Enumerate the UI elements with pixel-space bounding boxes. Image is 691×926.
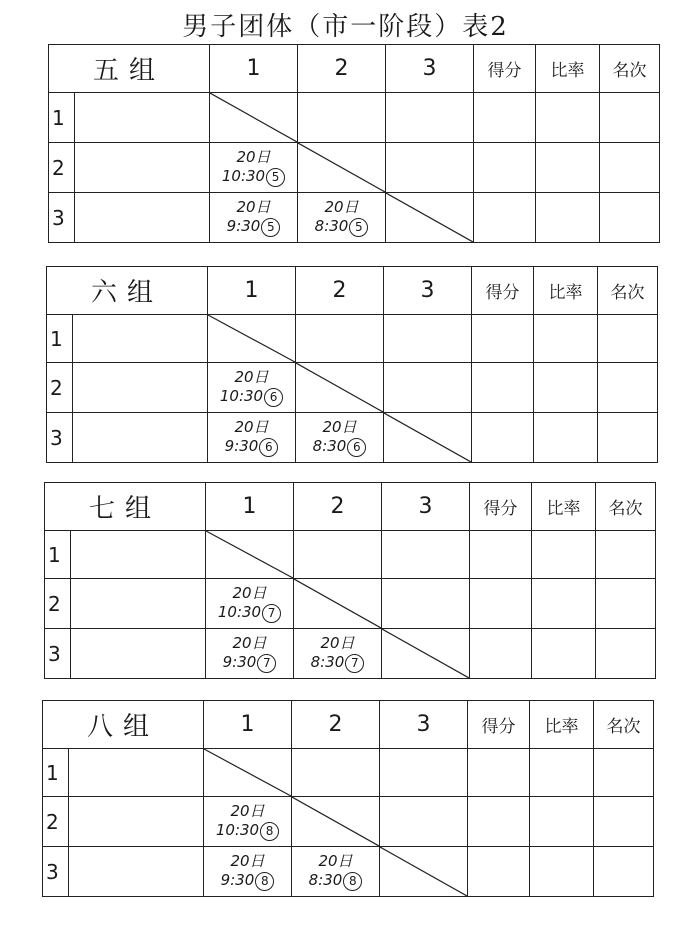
match-date: 20日 xyxy=(324,198,359,216)
match-cell[interactable] xyxy=(208,413,296,463)
row-number: 2 xyxy=(49,143,75,193)
diagonal-line xyxy=(208,315,295,362)
group-name: 七组 xyxy=(45,483,206,531)
stat-cell[interactable] xyxy=(594,847,654,897)
stat-cell[interactable] xyxy=(530,797,594,847)
match-cell[interactable] xyxy=(382,579,470,629)
stat-cell[interactable] xyxy=(594,749,654,797)
table-number-circle: 7 xyxy=(257,654,276,673)
stat-cell[interactable] xyxy=(594,797,654,847)
table-row xyxy=(47,315,658,363)
table-row xyxy=(49,93,660,143)
diagonal-line xyxy=(292,797,379,846)
match-time: 8:30 xyxy=(308,871,343,889)
table-row xyxy=(45,629,656,679)
diagonal-cell xyxy=(380,847,468,897)
match-schedule xyxy=(210,148,297,187)
diagonal-cell xyxy=(296,363,384,413)
match-cell[interactable] xyxy=(298,193,386,243)
diagonal-line xyxy=(296,363,383,412)
team-name-cell[interactable] xyxy=(75,193,210,243)
header-row xyxy=(43,701,654,749)
stat-cell[interactable] xyxy=(474,93,536,143)
group-table xyxy=(48,44,660,243)
stat-column-header: 名次 xyxy=(594,701,654,749)
match-date: 20日 xyxy=(234,418,269,436)
stat-cell[interactable] xyxy=(536,193,600,243)
stat-column-header: 得分 xyxy=(470,483,532,531)
row-number: 3 xyxy=(47,413,73,463)
table-number-circle: 5 xyxy=(349,218,368,237)
stat-cell[interactable] xyxy=(596,579,656,629)
match-time-line xyxy=(206,653,293,673)
match-time-line xyxy=(296,437,383,457)
stat-column-header: 得分 xyxy=(472,267,534,315)
match-time: 10:30 xyxy=(221,167,266,185)
diagonal-line xyxy=(206,531,293,578)
group-name: 六组 xyxy=(47,267,208,315)
match-time: 8:30 xyxy=(310,653,345,671)
stat-column-header: 比率 xyxy=(536,45,600,93)
stat-cell[interactable] xyxy=(532,579,596,629)
column-header: 2 xyxy=(294,483,382,531)
match-cell[interactable] xyxy=(386,93,474,143)
table-row xyxy=(47,363,658,413)
table-number-circle: 8 xyxy=(260,822,279,841)
match-cell[interactable] xyxy=(210,143,298,193)
team-name-cell[interactable] xyxy=(69,749,204,797)
table-row xyxy=(49,193,660,243)
stat-cell[interactable] xyxy=(470,531,532,579)
diagonal-line xyxy=(382,629,469,678)
match-cell[interactable] xyxy=(384,315,472,363)
match-time-line xyxy=(208,437,295,457)
row-number: 2 xyxy=(43,797,69,847)
row-number: 1 xyxy=(43,749,69,797)
stat-column-header: 得分 xyxy=(468,701,530,749)
stat-cell[interactable] xyxy=(534,413,598,463)
match-time-line xyxy=(294,653,381,673)
stat-cell[interactable] xyxy=(596,629,656,679)
match-cell[interactable] xyxy=(296,315,384,363)
diagonal-cell xyxy=(208,315,296,363)
stat-cell[interactable] xyxy=(536,143,600,193)
stat-cell[interactable] xyxy=(598,363,658,413)
diagonal-cell xyxy=(294,579,382,629)
stat-cell[interactable] xyxy=(468,797,530,847)
match-cell[interactable] xyxy=(380,749,468,797)
stat-cell[interactable] xyxy=(532,531,596,579)
stat-cell[interactable] xyxy=(534,315,598,363)
diagonal-line xyxy=(298,143,385,192)
table-number-circle: 6 xyxy=(264,388,283,407)
match-cell[interactable] xyxy=(380,797,468,847)
stat-cell[interactable] xyxy=(532,629,596,679)
team-name-cell[interactable] xyxy=(71,531,206,579)
stat-column-header: 比率 xyxy=(532,483,596,531)
match-schedule xyxy=(208,368,295,407)
match-cell[interactable] xyxy=(294,629,382,679)
match-time: 10:30 xyxy=(217,603,262,621)
table-number-circle: 7 xyxy=(345,654,364,673)
match-cell[interactable] xyxy=(296,413,384,463)
match-schedule xyxy=(210,198,297,237)
table-number-circle: 8 xyxy=(255,872,274,891)
diagonal-cell xyxy=(298,143,386,193)
match-time-line xyxy=(208,387,295,407)
match-cell[interactable] xyxy=(382,531,470,579)
stat-column-header: 比率 xyxy=(534,267,598,315)
match-cell[interactable] xyxy=(384,363,472,413)
match-schedule xyxy=(204,852,291,891)
table-number-circle: 6 xyxy=(259,438,278,457)
match-schedule xyxy=(298,198,385,237)
team-name-cell[interactable] xyxy=(73,315,208,363)
column-header: 3 xyxy=(386,45,474,93)
table-number-circle: 8 xyxy=(343,872,362,891)
diagonal-line xyxy=(386,193,473,242)
match-date: 20日 xyxy=(230,852,265,870)
stat-cell[interactable] xyxy=(596,531,656,579)
table-number-circle: 5 xyxy=(261,218,280,237)
match-date: 20日 xyxy=(318,852,353,870)
diagonal-cell xyxy=(384,413,472,463)
stat-cell[interactable] xyxy=(468,847,530,897)
stat-cell[interactable] xyxy=(600,93,660,143)
stat-cell[interactable] xyxy=(598,315,658,363)
diagonal-cell xyxy=(382,629,470,679)
stat-cell[interactable] xyxy=(474,143,536,193)
diagonal-line xyxy=(204,749,291,796)
match-time-line xyxy=(206,603,293,623)
team-name-cell[interactable] xyxy=(69,847,204,897)
team-name-cell[interactable] xyxy=(69,797,204,847)
match-time-line xyxy=(292,871,379,891)
header-row xyxy=(45,483,656,531)
group-name: 八组 xyxy=(43,701,204,749)
column-header: 1 xyxy=(208,267,296,315)
match-schedule xyxy=(296,418,383,457)
match-cell[interactable] xyxy=(292,847,380,897)
stat-cell[interactable] xyxy=(470,629,532,679)
table-row xyxy=(43,749,654,797)
row-number: 2 xyxy=(47,363,73,413)
match-date: 20日 xyxy=(232,584,267,602)
stat-cell[interactable] xyxy=(536,93,600,143)
column-header: 1 xyxy=(204,701,292,749)
stat-cell[interactable] xyxy=(470,579,532,629)
stat-cell[interactable] xyxy=(530,847,594,897)
table-row xyxy=(45,531,656,579)
match-schedule xyxy=(206,634,293,673)
team-name-cell[interactable] xyxy=(73,413,208,463)
header-row xyxy=(49,45,660,93)
stat-cell[interactable] xyxy=(530,749,594,797)
team-name-cell[interactable] xyxy=(71,629,206,679)
team-name-cell[interactable] xyxy=(71,579,206,629)
stat-cell[interactable] xyxy=(534,363,598,413)
team-name-cell[interactable] xyxy=(73,363,208,413)
match-date: 20日 xyxy=(320,634,355,652)
match-schedule xyxy=(292,852,379,891)
match-date: 20日 xyxy=(322,418,357,436)
column-header: 3 xyxy=(382,483,470,531)
diagonal-line xyxy=(380,847,467,896)
group-table xyxy=(46,266,658,463)
header-row xyxy=(47,267,658,315)
stat-cell[interactable] xyxy=(472,413,534,463)
match-date: 20日 xyxy=(236,198,271,216)
column-header: 3 xyxy=(384,267,472,315)
diagonal-cell xyxy=(204,749,292,797)
stat-column-header: 得分 xyxy=(474,45,536,93)
diagonal-cell xyxy=(210,93,298,143)
match-cell[interactable] xyxy=(210,193,298,243)
table-row xyxy=(47,413,658,463)
stat-cell[interactable] xyxy=(472,315,534,363)
match-cell[interactable] xyxy=(204,847,292,897)
match-time-line xyxy=(298,217,385,237)
group-table xyxy=(42,700,654,897)
stat-column-header: 比率 xyxy=(530,701,594,749)
stat-cell[interactable] xyxy=(600,143,660,193)
column-header: 2 xyxy=(298,45,386,93)
diagonal-cell xyxy=(292,797,380,847)
match-time: 9:30 xyxy=(224,437,259,455)
match-cell[interactable] xyxy=(206,629,294,679)
stat-column-header: 名次 xyxy=(596,483,656,531)
match-time-line xyxy=(210,167,297,187)
row-number: 1 xyxy=(47,315,73,363)
row-number: 3 xyxy=(45,629,71,679)
match-time: 8:30 xyxy=(312,437,347,455)
stat-cell[interactable] xyxy=(598,413,658,463)
match-time-line xyxy=(204,821,291,841)
row-number: 1 xyxy=(49,93,75,143)
match-schedule xyxy=(206,584,293,623)
diagonal-line xyxy=(384,413,471,462)
team-name-cell[interactable] xyxy=(75,93,210,143)
match-date: 20日 xyxy=(230,802,265,820)
column-header: 2 xyxy=(296,267,384,315)
match-schedule xyxy=(204,802,291,841)
group-table xyxy=(44,482,656,679)
page-title: 男子团体（市一阶段）表2 xyxy=(182,12,509,42)
column-header: 1 xyxy=(210,45,298,93)
stat-cell[interactable] xyxy=(472,363,534,413)
column-header: 3 xyxy=(380,701,468,749)
row-number: 2 xyxy=(45,579,71,629)
match-cell[interactable] xyxy=(208,363,296,413)
stat-cell[interactable] xyxy=(600,193,660,243)
table-number-circle: 5 xyxy=(266,168,285,187)
diagonal-cell xyxy=(386,193,474,243)
stat-column-header: 名次 xyxy=(600,45,660,93)
row-number: 3 xyxy=(49,193,75,243)
match-time: 10:30 xyxy=(219,387,264,405)
group-name: 五组 xyxy=(49,45,210,93)
match-time: 9:30 xyxy=(226,217,261,235)
table-number-circle: 6 xyxy=(347,438,366,457)
match-cell[interactable] xyxy=(206,579,294,629)
match-cell[interactable] xyxy=(292,749,380,797)
stat-column-header: 名次 xyxy=(598,267,658,315)
match-schedule xyxy=(208,418,295,457)
column-header: 1 xyxy=(206,483,294,531)
diagonal-cell xyxy=(206,531,294,579)
match-date: 20日 xyxy=(232,634,267,652)
table-row xyxy=(49,143,660,193)
diagonal-line xyxy=(210,93,297,142)
match-cell[interactable] xyxy=(386,143,474,193)
match-date: 20日 xyxy=(234,368,269,386)
row-number: 1 xyxy=(45,531,71,579)
table-row xyxy=(45,579,656,629)
match-cell[interactable] xyxy=(298,93,386,143)
table-row xyxy=(43,797,654,847)
match-time: 8:30 xyxy=(314,217,349,235)
match-time: 10:30 xyxy=(215,821,260,839)
stat-cell[interactable] xyxy=(474,193,536,243)
match-schedule xyxy=(294,634,381,673)
diagonal-line xyxy=(294,579,381,628)
team-name-cell[interactable] xyxy=(75,143,210,193)
match-time: 9:30 xyxy=(222,653,257,671)
row-number: 3 xyxy=(43,847,69,897)
match-time-line xyxy=(210,217,297,237)
match-time: 9:30 xyxy=(220,871,255,889)
match-time-line xyxy=(204,871,291,891)
match-date: 20日 xyxy=(236,148,271,166)
stat-cell[interactable] xyxy=(468,749,530,797)
match-cell[interactable] xyxy=(204,797,292,847)
column-header: 2 xyxy=(292,701,380,749)
table-number-circle: 7 xyxy=(262,604,281,623)
table-row xyxy=(43,847,654,897)
match-cell[interactable] xyxy=(294,531,382,579)
